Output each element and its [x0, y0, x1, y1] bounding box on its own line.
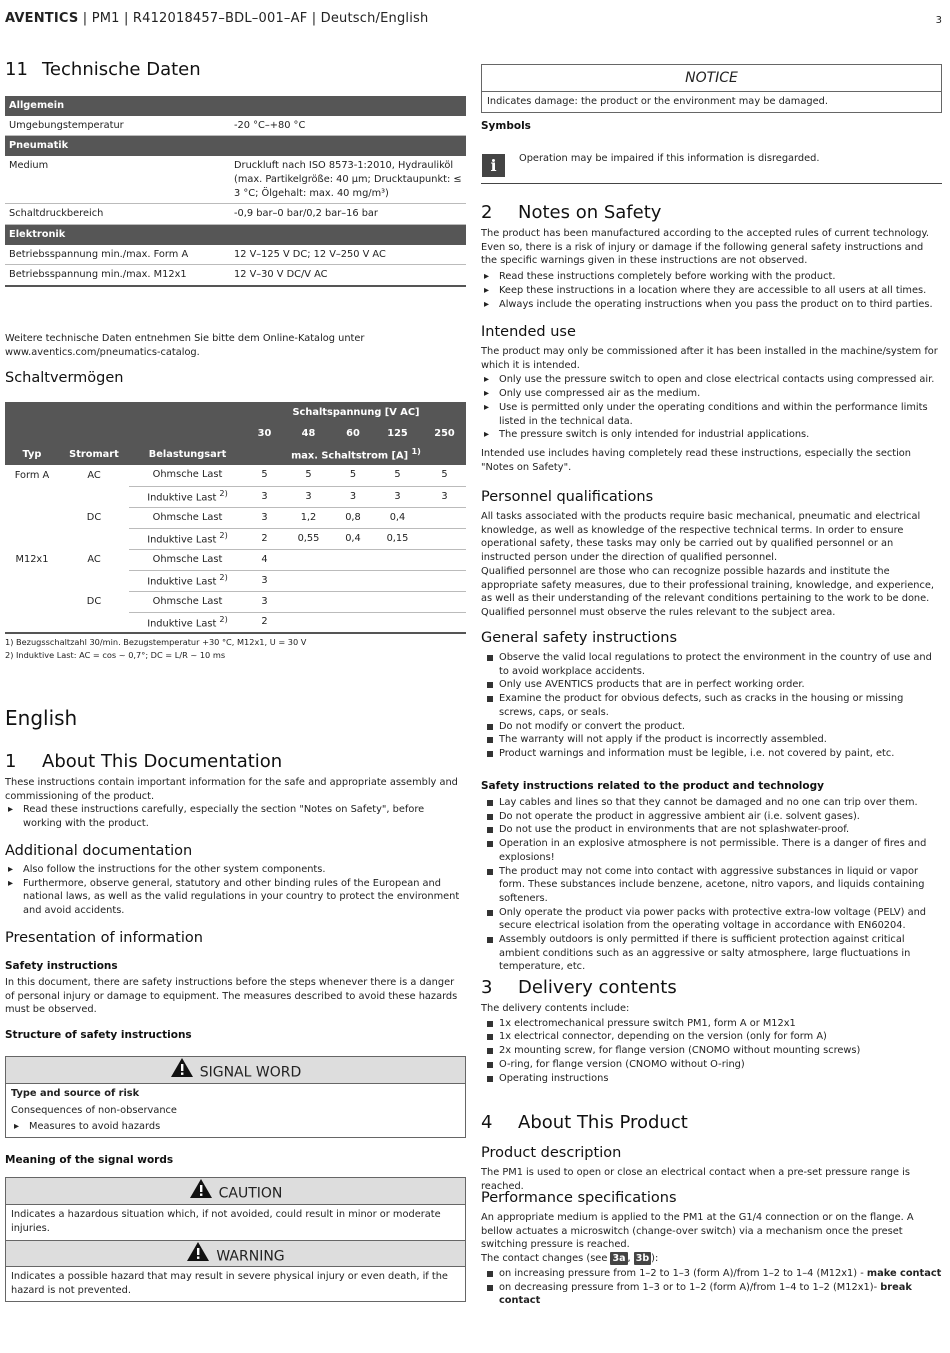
section-title: Technische Daten: [42, 59, 201, 80]
technical-data-table: [5, 96, 466, 287]
voltage-header: 48: [283, 423, 334, 444]
list-item: ▸ Also follow the instructions for the other system components.: [5, 863, 466, 877]
table-row: [5, 245, 466, 265]
list-item: ▸ Only use the pressure switch to open and close electrical contacts using compressed air.: [481, 373, 942, 387]
current-value-cell: 3: [246, 570, 283, 591]
section-number: 11: [5, 59, 28, 80]
load-type: Induktive Last: [147, 492, 217, 504]
measures-item: ▸ Measures to avoid hazards: [11, 1120, 460, 1134]
current-value-cell: 0,55: [283, 528, 334, 549]
current-value-cell: [372, 549, 423, 570]
list-item: 1x electrical connector, depending on the version (only for form A): [481, 1030, 942, 1044]
current-value-cell: 3: [372, 486, 423, 507]
footnote-ref: 2): [219, 572, 228, 583]
current-value-cell: [372, 612, 423, 633]
current-value-cell: 2: [246, 528, 283, 549]
current-type-cell: [59, 570, 129, 591]
section-title: Delivery contents: [518, 977, 677, 998]
signal-words-box: [5, 1177, 466, 1302]
section-label: Pneumatik: [5, 136, 466, 156]
list-item: 2x mounting screw, for flange version (CNOMO without mounting screws): [481, 1044, 942, 1058]
current-type-cell: [59, 486, 129, 507]
load-type-cell: [129, 486, 246, 507]
list-item: ▸ Furthermore, observe general, statutory and other binding rules of the European and national laws, as well as the valid regulations in your country to protect the environment and avoid accidents.: [5, 877, 466, 918]
signal-word-label: SIGNAL WORD: [199, 1064, 302, 1081]
catalog-link[interactable]: www.aventics.com/pneumatics-catalog.: [5, 346, 200, 358]
notice-text: Indicates damage: the product or the environment may be damaged.: [487, 96, 828, 107]
table-row: [5, 265, 466, 286]
row-label: Umgebungstemperatur: [5, 116, 230, 136]
list-item: ▸ The pressure switch is only intended for industrial applications.: [481, 428, 942, 442]
row-label: Betriebsspannung min./max. Form A: [5, 245, 230, 265]
section-3-heading: [481, 977, 942, 999]
load-type-cell: [129, 570, 246, 591]
current-value-cell: 3: [246, 591, 283, 612]
list-item: Examine the product for obvious defects, such as cracks in the housing or missing screws, caps, or seals.: [481, 692, 942, 719]
load-type: Induktive Last: [147, 534, 217, 546]
current-type-cell: AC: [87, 553, 101, 565]
load-type: Ohmsche Last: [152, 553, 223, 565]
section-number: 1: [5, 751, 17, 772]
figure-ref-3a[interactable]: 3a: [612, 1253, 626, 1265]
list-item: O-ring, for flange version (CNOMO without O-ring): [481, 1058, 942, 1072]
section-1-body: [5, 776, 466, 831]
section-2-heading: [481, 202, 942, 224]
load-type-cell: [129, 591, 246, 612]
table-footnotes: [5, 637, 466, 662]
section-title: About This Documentation: [42, 751, 283, 772]
section-2-body: [481, 227, 942, 311]
row-value: -0,9 bar–0 bar/0,2 bar–16 bar: [230, 204, 466, 225]
paragraph: The delivery contents include:: [481, 1003, 630, 1014]
current-value-cell: [283, 612, 334, 633]
signal-word-box: [5, 1056, 466, 1138]
current-value-cell: [283, 570, 334, 591]
warning-title: [6, 1240, 465, 1267]
paragraph: An appropriate medium is applied to the PM1 at the G1/4 connection or on the flange. A bellow actuates a microswitch (change-over switch) via a mechanism once the preset switching pressure is reached.: [481, 1212, 914, 1251]
table-row: [5, 612, 466, 633]
figure-ref-3b[interactable]: 3b: [635, 1253, 650, 1265]
warning-text: Indicates a possible hazard that may result in severe physical injury or even death, if the hazard is not prevented.: [11, 1271, 448, 1296]
paragraph: Intended use includes having completely read these instructions, especially the section "Notes on Safety".: [481, 447, 912, 473]
current-value-cell: [283, 549, 334, 570]
type-cell: M12x1: [15, 553, 49, 565]
voltage-header: 125: [372, 423, 423, 444]
footnote-ref: 2): [219, 488, 228, 499]
info-icon: i: [482, 154, 505, 177]
current-value-cell: [372, 570, 423, 591]
type-cell: Form A: [14, 469, 50, 481]
list-item: Do not use the product in environments that are not splashwater-proof.: [481, 823, 942, 837]
current-value-cell: 4: [246, 549, 283, 570]
section-title: Notes on Safety: [518, 202, 662, 223]
list-item: Operating instructions: [481, 1072, 942, 1086]
caution-label: CAUTION: [218, 1185, 283, 1202]
info-symbol-row: [481, 143, 942, 184]
more-info-text: [5, 332, 466, 359]
current-value-cell: [423, 570, 466, 591]
list-item: Do not modify or convert the product.: [481, 720, 942, 734]
section-3-body: [481, 1002, 942, 1085]
table-row: [5, 528, 466, 549]
list-item: Only operate the product via power packs with protective extra-low voltage (PELV) and secure electrical isolation from the operating voltage in accordance with EN60204.: [481, 906, 942, 933]
paragraph: All tasks associated with the products require basic mechanical, pneumatic and electrical knowledge, as well as knowledge of the respective technical terms. In order to ensure operational safety, these tasks may only be carried out by qualified personnel or an instructed person under the direction of qualified personnel.: [481, 511, 921, 564]
max-current-label: max. Schaltstrom [A]: [291, 450, 409, 462]
personnel-heading: Personnel qualifications: [481, 489, 654, 505]
load-type: Induktive Last: [147, 618, 217, 630]
personnel-body: [481, 510, 942, 620]
current-type-cell: DC: [86, 511, 102, 523]
product-description-text: The PM1 is used to open or close an electrical contact when a pre-set pressure range is reached.: [481, 1167, 910, 1192]
current-type-cell: AC: [87, 469, 101, 481]
table-row: [5, 570, 466, 591]
section-4-heading: [481, 1112, 942, 1134]
table-row: [5, 591, 466, 612]
general-safety-list: [481, 651, 942, 761]
presentation-heading: Presentation of information: [5, 930, 203, 946]
list-item: Only use AVENTICS products that are in perfect working order.: [481, 678, 942, 692]
caution-text: Indicates a hazardous situation which, if not avoided, could result in minor or moderate injuries.: [11, 1209, 441, 1234]
product-description-heading: Product description: [481, 1145, 622, 1161]
language-heading: English: [5, 706, 78, 730]
section-row: [5, 136, 466, 156]
current-value-cell: [423, 612, 466, 633]
current-value-cell: 5: [246, 465, 283, 486]
cc-post: ):: [651, 1253, 659, 1265]
row-label: Medium: [5, 156, 230, 204]
list-item: ▸ Only use compressed air as the medium.: [481, 387, 942, 401]
brand-name: AVENTICS: [5, 11, 79, 26]
section-title: About This Product: [518, 1112, 688, 1133]
current-value-cell: 1,2: [283, 507, 334, 528]
make-contact: make contact: [866, 1267, 942, 1279]
page-number: 3: [935, 15, 942, 26]
list-item: ▸ Read these instructions completely before working with the product.: [481, 270, 942, 284]
col-load-type-header: Belastungsart: [129, 444, 246, 465]
cc-mid: ,: [627, 1253, 634, 1265]
page-header: [5, 10, 428, 28]
current-value-cell: 5: [283, 465, 334, 486]
current-value-cell: 3: [423, 486, 466, 507]
load-type-cell: [129, 549, 246, 570]
safety-instructions-heading: Safety instructions: [5, 960, 118, 972]
footnote-ref: 2): [219, 530, 228, 541]
paragraph: Qualified personnel are those who can recognize possible hazards and institute the appropriate safety measures, due to their professional training, knowledge, and experience, as well as their understanding of the relevant conditions pertaining to the work to be done. Qualified personnel must observe the rules relevant to the subject area.: [481, 565, 935, 618]
current-value-cell: [334, 591, 372, 612]
load-type: Ohmsche Last: [152, 469, 223, 481]
additional-documentation-list: [5, 863, 466, 918]
current-value-cell: 3: [246, 507, 283, 528]
current-value-cell: [372, 591, 423, 612]
break-contact: break contact: [499, 1281, 912, 1307]
list-item: Product warnings and information must be legible, i.e. not covered by paint, etc.: [481, 747, 942, 761]
current-value-cell: 5: [423, 465, 466, 486]
item-text: on increasing pressure from 1–2 to 1–3 (form A)/from 1–2 to 1–4 (M12x1) -: [499, 1267, 867, 1279]
table-row: [5, 116, 466, 136]
table-row: [5, 204, 466, 225]
current-value-cell: [423, 591, 466, 612]
switching-capacity-heading: Schaltvermögen: [5, 370, 124, 386]
current-value-cell: 3: [283, 486, 334, 507]
type-cell: [5, 507, 59, 528]
current-value-cell: 0,8: [334, 507, 372, 528]
load-type: Ohmsche Last: [152, 511, 223, 523]
list-item: [481, 1267, 942, 1281]
list-item: ▸ Always include the operating instructions when you pass the product on to third parties.: [481, 298, 942, 312]
voltage-header: 60: [334, 423, 372, 444]
switching-capacity-table: [5, 402, 466, 634]
symbols-heading: Symbols: [481, 120, 531, 132]
voltage-header: 30: [246, 423, 283, 444]
row-value: 12 V–125 V DC; 12 V–250 V AC: [230, 245, 466, 265]
warning-triangle-icon: [170, 1057, 194, 1088]
safety-notes-list: [481, 270, 942, 311]
table-row: [5, 507, 466, 528]
item-text: on decreasing pressure from 1–3 or to 1–2 (form A)/from 1–4 to 1–2 (M12x1)-: [499, 1281, 881, 1293]
notice-title: NOTICE: [482, 65, 941, 92]
section-number: 3: [481, 977, 493, 998]
load-type-cell: [129, 612, 246, 633]
type-cell: [5, 570, 59, 591]
type-cell: [5, 528, 59, 549]
current-value-cell: [423, 507, 466, 528]
current-type-cell: [59, 528, 129, 549]
load-type-cell: [129, 465, 246, 486]
type-cell: [5, 591, 59, 612]
row-value: -20 °C–+80 °C: [230, 116, 466, 136]
row-label: Schaltdruckbereich: [5, 204, 230, 225]
warning-label: WARNING: [216, 1248, 285, 1265]
current-value-cell: [334, 570, 372, 591]
list-item: Lay cables and lines so that they cannot be damaged and no one can trip over them.: [481, 796, 942, 810]
more-info-line: Weitere technische Daten entnehmen Sie bitte dem Online-Katalog unter: [5, 333, 365, 344]
current-value-cell: 3: [246, 486, 283, 507]
safety-instructions-text: In this document, there are safety instructions before the steps whenever there is a danger of personal injury or damage to equipment. The measures described to avoid these hazards must be observed.: [5, 977, 458, 1016]
list-item: [481, 1281, 942, 1308]
intended-use-list: [481, 373, 942, 442]
current-value-cell: [423, 549, 466, 570]
voltage-header: 250: [423, 423, 466, 444]
list-item: Assembly outdoors is only permitted if there is sufficient protection against critical ambient conditions such as an aggressive or salty atmosphere, large fluctuations in temperature, etc.: [481, 933, 942, 974]
info-text: Operation may be impaired if this information is disregarded.: [519, 153, 820, 164]
section-row: [5, 224, 466, 244]
col-type-header: Typ: [5, 444, 59, 465]
list-item: ▸ Keep these instructions in a location where they are accessible to all users at all times.: [481, 284, 942, 298]
section-row: [5, 96, 466, 116]
table-row: [5, 549, 466, 570]
load-type-cell: [129, 507, 246, 528]
current-value-cell: 0,4: [372, 507, 423, 528]
load-type: Ohmsche Last: [152, 595, 223, 607]
current-value-cell: [334, 549, 372, 570]
row-value: 12 V–30 V DC/V AC: [230, 265, 466, 286]
max-current-header: [246, 444, 466, 465]
table-row: [5, 486, 466, 507]
load-type: Induktive Last: [147, 576, 217, 588]
section-number: 4: [481, 1112, 493, 1133]
current-type-cell: DC: [86, 595, 102, 607]
performance-body: [481, 1211, 942, 1308]
section-1-heading: [5, 751, 466, 773]
structure-heading: Structure of safety instructions: [5, 1029, 192, 1041]
list-item: Do not operate the product in aggressive ambient air (i.e. solvent gases).: [481, 810, 942, 824]
col-current-type-header: Stromart: [59, 444, 129, 465]
footnote-ref: 1): [411, 446, 421, 457]
paragraph: The product has been manufactured according to the accepted rules of current technology. Even so, there is a risk of injury or damage if the following general safety instructions and the specific warnings given in these instructions are not observed.: [481, 228, 929, 267]
risk-type: Type and source of risk: [11, 1088, 140, 1099]
table-row: [5, 465, 466, 486]
section-11-heading: [5, 59, 466, 81]
section-number: 2: [481, 202, 493, 223]
list-item: 1x electromechanical pressure switch PM1, form A or M12x1: [481, 1017, 942, 1031]
paragraph: These instructions contain important information for the safe and appropriate assembly and commissioning of the product.: [5, 777, 458, 802]
current-value-cell: [423, 528, 466, 549]
current-type-cell: [59, 612, 129, 633]
general-safety-heading: General safety instructions: [481, 630, 678, 646]
product-safety-list: [481, 796, 942, 974]
list-item: ▸ Read these instructions carefully, especially the section "Notes on Safety", before working with the product.: [5, 803, 466, 830]
intended-use-body: [481, 345, 942, 474]
current-value-cell: 2: [246, 612, 283, 633]
footnote-ref: 2): [219, 613, 228, 624]
additional-documentation-heading: Additional documentation: [5, 843, 193, 859]
cc-pre: The contact changes (see: [481, 1253, 611, 1265]
signal-word-title: [6, 1057, 465, 1084]
caution-triangle-icon: [189, 1178, 213, 1209]
type-cell: [5, 486, 59, 507]
contact-changes-line: [481, 1252, 942, 1266]
table-row: [5, 156, 466, 204]
current-value-cell: 3: [334, 486, 372, 507]
current-value-cell: 0,4: [334, 528, 372, 549]
section-label: Allgemein: [5, 96, 466, 116]
delivery-list: [481, 1017, 942, 1086]
current-value-cell: [283, 591, 334, 612]
consequences: Consequences of non-observance: [11, 1104, 177, 1116]
row-label: Betriebsspannung min./max. M12x1: [5, 265, 230, 286]
type-cell: [5, 612, 59, 633]
footnote-2: 2) Induktive Last: AC = cos ~ 0,7°; DC = L/R ~ 10 ms: [5, 650, 226, 661]
list-item: ▸ Use is permitted only under the operating conditions and within the performance limits listed in the technical data.: [481, 401, 942, 428]
paragraph: The product may only be commissioned after it has been installed in the machine/system for which it is intended.: [481, 346, 938, 371]
intended-use-heading: Intended use: [481, 324, 576, 340]
voltage-span-header: Schaltspannung [V AC]: [246, 402, 466, 423]
list-item: The warranty will not apply if the product is incorrectly assembled.: [481, 733, 942, 747]
current-value-cell: 0,15: [372, 528, 423, 549]
list-item: Operation in an explosive atmosphere is not permissible. There is a danger of fires and explosions!: [481, 837, 942, 864]
header-doc-info: | PM1 | R412018457–BDL–001–AF | Deutsch/English: [78, 11, 429, 26]
performance-heading: Performance specifications: [481, 1190, 677, 1206]
product-safety-heading: Safety instructions related to the product and technology: [481, 780, 824, 792]
row-value: Druckluft nach ISO 8573-1:2010, Hydrauliköl (max. Partikelgröße: 40 µm; Drucktaupunkt: ≤ 3 °C; Ölgehalt: max. 40 mg/m³): [230, 156, 466, 204]
load-type-cell: [129, 528, 246, 549]
notice-box: [481, 64, 942, 113]
current-value-cell: 5: [372, 465, 423, 486]
caution-title: [6, 1178, 465, 1205]
current-value-cell: [334, 612, 372, 633]
list-item: Observe the valid local regulations to protect the environment in the country of use and to avoid workplace accidents.: [481, 651, 942, 678]
signal-words-meaning-heading: Meaning of the signal words: [5, 1154, 174, 1166]
footnote-1: 1) Bezugsschaltzahl 30/min. Bezugstemperatur +30 °C, M12x1, U = 30 V: [5, 637, 307, 647]
warning-icon: [186, 1241, 210, 1272]
current-value-cell: 5: [334, 465, 372, 486]
section-label: Elektronik: [5, 224, 466, 244]
list-item: The product may not come into contact with aggressive substances in liquid or vapor form. These substances include benzene, acetone, nitro vapors, and liquids containing softeners.: [481, 865, 942, 906]
